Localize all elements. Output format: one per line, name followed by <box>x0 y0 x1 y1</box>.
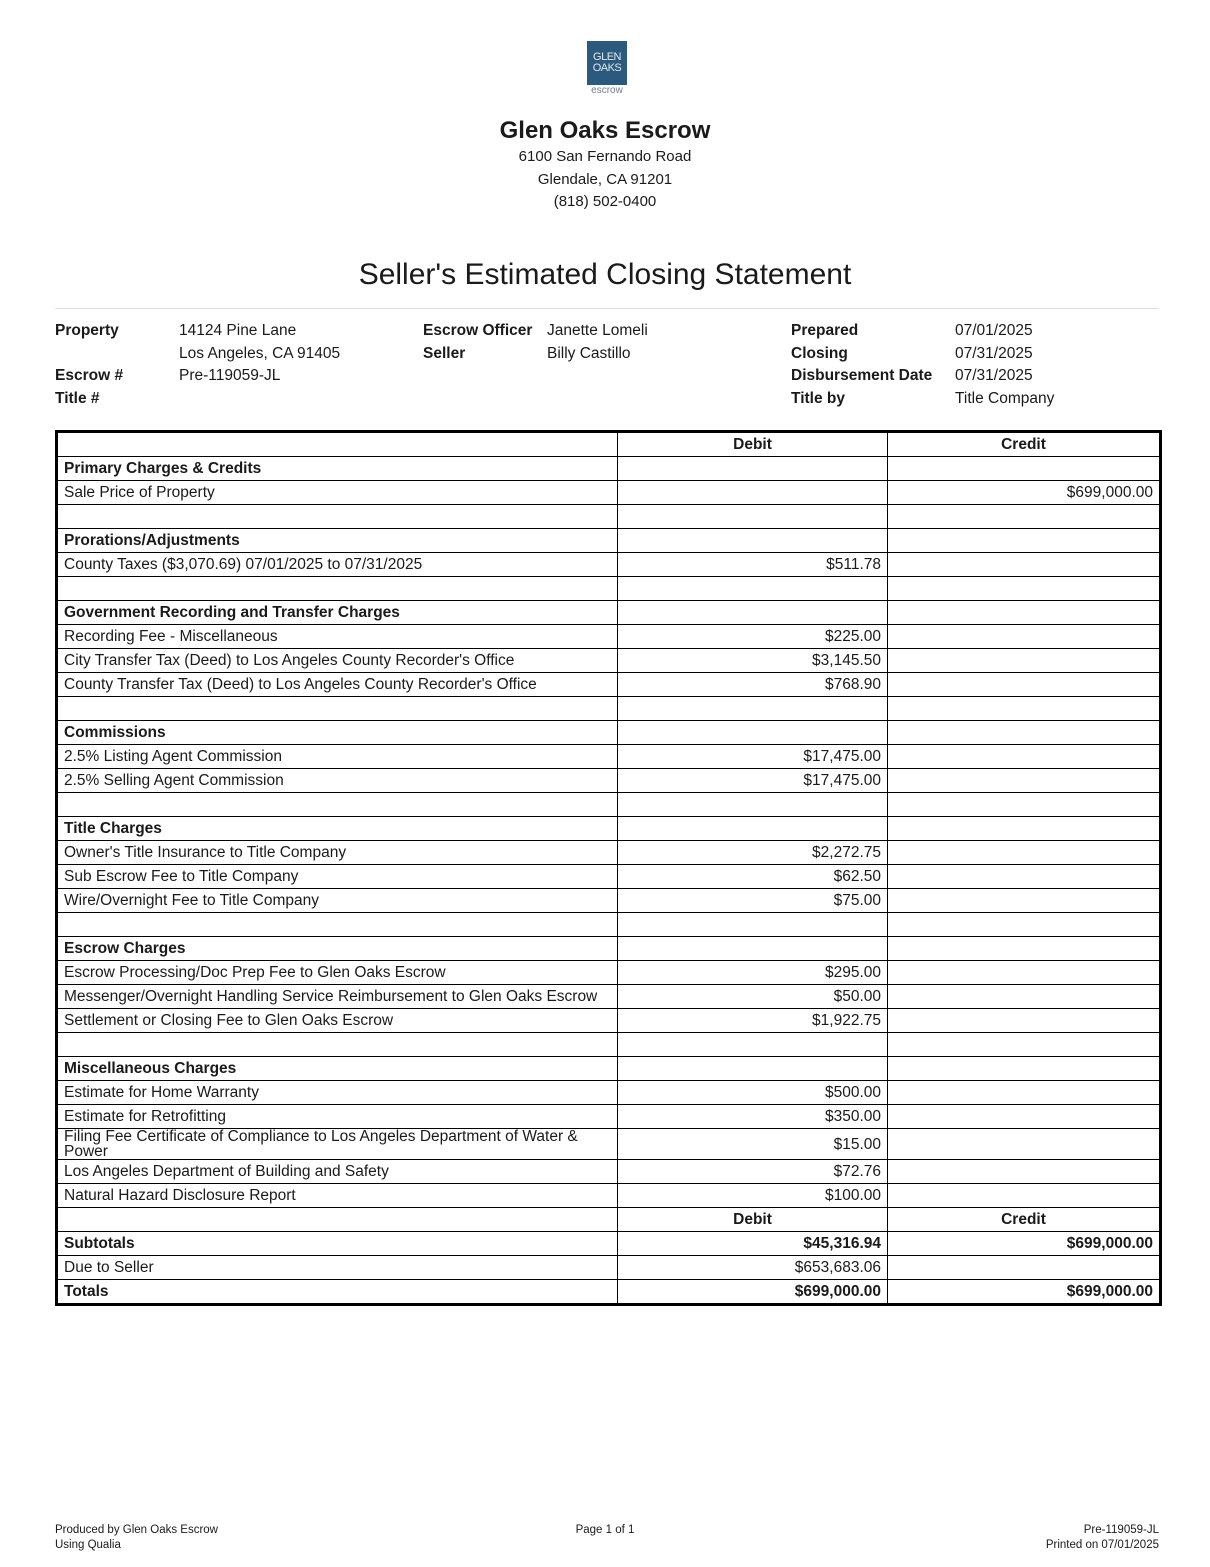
company-header <box>0 116 1210 214</box>
footer-using: Using Qualia <box>55 1539 121 1551</box>
prepared-label: Prepared <box>791 322 859 339</box>
debit-cell <box>618 697 888 721</box>
total-row <box>57 1280 1161 1305</box>
credit-amount <box>888 1256 1161 1280</box>
spacer-row <box>57 577 1161 601</box>
footer-page-number: Page 1 of 1 <box>575 1524 635 1536</box>
line-item-row <box>57 625 1161 649</box>
line-item-description: Sale Price of Property <box>57 481 618 505</box>
credit-cell <box>888 817 1161 841</box>
section-title: Title Charges <box>57 817 618 841</box>
credit-amount <box>888 745 1161 769</box>
line-item-row <box>57 649 1161 673</box>
section-title: Government Recording and Transfer Charges <box>57 601 618 625</box>
debit-cell <box>618 601 888 625</box>
debit-cell <box>618 721 888 745</box>
line-item-row <box>57 865 1161 889</box>
info-labels-col2 <box>423 320 532 365</box>
description-cell <box>57 913 618 937</box>
property-address-line1: 14124 Pine Lane <box>179 322 297 339</box>
title-divider <box>55 308 1159 309</box>
credit-amount <box>888 1184 1161 1208</box>
line-item-row <box>57 985 1161 1009</box>
credit-amount <box>888 1009 1161 1033</box>
logo-text-1: GLEN <box>593 51 621 63</box>
line-item-description: 2.5% Selling Agent Commission <box>57 769 618 793</box>
line-item-description: Sub Escrow Fee to Title Company <box>57 865 618 889</box>
credit-amount <box>888 865 1161 889</box>
line-item-row <box>57 1105 1161 1129</box>
credit-amount: $699,000.00 <box>888 481 1161 505</box>
company-name: Glen Oaks Escrow <box>499 117 711 144</box>
debit-cell <box>618 457 888 481</box>
section-header-row <box>57 817 1161 841</box>
description-cell <box>57 793 618 817</box>
debit-cell <box>618 505 888 529</box>
footer-printed-on: Printed on 07/01/2025 <box>1045 1539 1159 1551</box>
property-label: Property <box>55 322 119 339</box>
line-item-description: Estimate for Retrofitting <box>57 1105 618 1129</box>
document-title: Seller's Estimated Closing Statement <box>358 258 852 291</box>
disbursement-date-label: Disbursement Date <box>791 367 933 384</box>
line-item-description: Los Angeles Department of Building and Safety <box>57 1160 618 1184</box>
debit-cell <box>618 913 888 937</box>
line-item-description: Escrow Processing/Doc Prep Fee to Glen Oaks Escrow <box>57 961 618 985</box>
line-item-row <box>57 1184 1161 1208</box>
spacer-row <box>57 505 1161 529</box>
credit-amount <box>888 1081 1161 1105</box>
debit-amount: $17,475.00 <box>618 769 888 793</box>
debit-column-header: Debit <box>618 432 888 457</box>
title-by-label: Title by <box>791 389 845 407</box>
info-labels-col1 <box>55 320 123 410</box>
credit-cell <box>888 457 1161 481</box>
line-item-row <box>57 1009 1161 1033</box>
debit-amount: $225.00 <box>618 625 888 649</box>
description-cell <box>57 1033 618 1057</box>
line-item-description: Estimate for Home Warranty <box>57 1081 618 1105</box>
credit-cell <box>888 937 1161 961</box>
line-item-description: City Transfer Tax (Deed) to Los Angeles County Recorder's Office <box>57 649 618 673</box>
credit-cell <box>888 505 1161 529</box>
company-phone: (818) 502-0400 <box>553 193 657 210</box>
section-title: Escrow Charges <box>57 937 618 961</box>
credit-cell <box>888 721 1161 745</box>
debit-amount: $768.90 <box>618 673 888 697</box>
credit-cell <box>888 601 1161 625</box>
credit-amount <box>888 841 1161 865</box>
debit-amount: $100.00 <box>618 1184 888 1208</box>
credit-amount <box>888 985 1161 1009</box>
debit-cell <box>618 577 888 601</box>
total-row <box>57 1232 1161 1256</box>
debit-amount <box>618 481 888 505</box>
closing-value: 07/31/2025 <box>955 344 1033 362</box>
line-item-row <box>57 673 1161 697</box>
seller-value: Billy Castillo <box>547 344 631 362</box>
debit-amount: $45,316.94 <box>618 1232 888 1256</box>
line-item-description: Messenger/Overnight Handling Service Reimbursement to Glen Oaks Escrow <box>57 985 618 1009</box>
total-label: Subtotals <box>57 1232 618 1256</box>
summary-header-row <box>57 1208 1161 1232</box>
logo-text-2: OAKS <box>592 62 622 74</box>
escrow-number-value: Pre-119059-JL <box>179 367 281 384</box>
line-item-description: Due to Seller <box>57 1256 618 1280</box>
spacer-row <box>57 1033 1161 1057</box>
closing-label: Closing <box>791 344 848 362</box>
debit-amount: $653,683.06 <box>618 1256 888 1280</box>
company-address-line1: 6100 San Fernando Road <box>518 148 692 165</box>
line-item-description: Filing Fee Certificate of Compliance to Los Angeles Department of Water & Power <box>57 1129 618 1160</box>
escrow-officer-label: Escrow Officer <box>423 322 533 339</box>
line-item-description: Owner's Title Insurance to Title Company <box>57 841 618 865</box>
line-item-description: 2.5% Listing Agent Commission <box>57 745 618 769</box>
closing-statement-table <box>55 430 1162 1306</box>
summary-debit-header: Debit <box>618 1208 888 1232</box>
debit-amount: $350.00 <box>618 1105 888 1129</box>
credit-amount: $699,000.00 <box>888 1232 1161 1256</box>
line-item-row <box>57 769 1161 793</box>
debit-amount: $17,475.00 <box>618 745 888 769</box>
credit-amount <box>888 1160 1161 1184</box>
line-item-row <box>57 841 1161 865</box>
section-header-row <box>57 457 1161 481</box>
debit-cell <box>618 1033 888 1057</box>
section-title: Miscellaneous Charges <box>57 1057 618 1081</box>
spacer-row <box>57 793 1161 817</box>
line-item-row <box>57 1081 1161 1105</box>
debit-amount: $295.00 <box>618 961 888 985</box>
description-cell <box>57 1208 618 1232</box>
credit-column-header: Credit <box>888 432 1161 457</box>
description-cell <box>57 577 618 601</box>
section-title: Commissions <box>57 721 618 745</box>
disbursement-date-value: 07/31/2025 <box>955 367 1033 384</box>
debit-amount: $2,272.75 <box>618 841 888 865</box>
line-item-row <box>57 1129 1161 1160</box>
credit-cell <box>888 577 1161 601</box>
debit-amount: $511.78 <box>618 553 888 577</box>
debit-amount: $62.50 <box>618 865 888 889</box>
debit-amount: $75.00 <box>618 889 888 913</box>
debit-cell <box>618 1057 888 1081</box>
prepared-value: 07/01/2025 <box>955 322 1033 339</box>
escrow-number-label: Escrow # <box>55 367 124 384</box>
footer-right <box>1046 1523 1159 1553</box>
section-header-row <box>57 601 1161 625</box>
seller-label: Seller <box>423 344 466 362</box>
debit-amount: $50.00 <box>618 985 888 1009</box>
info-labels-col3 <box>791 320 932 410</box>
logo-mark <box>587 41 627 85</box>
company-logo <box>587 41 627 98</box>
credit-amount <box>888 673 1161 697</box>
line-item-row <box>57 553 1161 577</box>
debit-amount: $1,922.75 <box>618 1009 888 1033</box>
property-address-line2: Los Angeles, CA 91405 <box>179 344 341 362</box>
statement-rows <box>57 457 1161 1305</box>
debit-amount: $72.76 <box>618 1160 888 1184</box>
line-item-row <box>57 961 1161 985</box>
line-item-row <box>57 889 1161 913</box>
line-item-description: Settlement or Closing Fee to Glen Oaks Escrow <box>57 1009 618 1033</box>
line-item-row <box>57 481 1161 505</box>
line-item-description: County Taxes ($3,070.69) 07/01/2025 to 07/31/2025 <box>57 553 618 577</box>
section-header-row <box>57 721 1161 745</box>
credit-amount <box>888 553 1161 577</box>
line-item-description: County Transfer Tax (Deed) to Los Angeles County Recorder's Office <box>57 673 618 697</box>
credit-cell <box>888 697 1161 721</box>
credit-cell <box>888 793 1161 817</box>
credit-cell <box>888 529 1161 553</box>
section-title: Primary Charges & Credits <box>57 457 618 481</box>
footer-produced-by: Produced by Glen Oaks Escrow <box>55 1524 218 1536</box>
debit-amount: $699,000.00 <box>618 1280 888 1305</box>
debit-amount: $3,145.50 <box>618 649 888 673</box>
debit-cell <box>618 793 888 817</box>
line-item-row <box>57 1256 1161 1280</box>
section-header-row <box>57 529 1161 553</box>
credit-amount <box>888 961 1161 985</box>
table-header-row <box>57 432 1161 457</box>
credit-amount <box>888 1129 1161 1160</box>
info-values-col3 <box>955 320 1054 410</box>
title-by-value: Title Company <box>955 389 1055 407</box>
title-number-label: Title # <box>55 389 100 407</box>
spacer-row <box>57 697 1161 721</box>
credit-amount <box>888 769 1161 793</box>
credit-amount <box>888 1105 1161 1129</box>
debit-amount: $500.00 <box>618 1081 888 1105</box>
escrow-officer-value: Janette Lomeli <box>547 322 648 339</box>
summary-credit-header: Credit <box>888 1208 1161 1232</box>
line-item-description: Recording Fee - Miscellaneous <box>57 625 618 649</box>
line-item-description: Wire/Overnight Fee to Title Company <box>57 889 618 913</box>
debit-cell <box>618 529 888 553</box>
credit-amount <box>888 889 1161 913</box>
logo-text-3: escrow <box>591 85 623 96</box>
section-header-row <box>57 937 1161 961</box>
debit-cell <box>618 817 888 841</box>
footer-center <box>0 1523 1210 1538</box>
section-title: Prorations/Adjustments <box>57 529 618 553</box>
info-values-col2 <box>547 320 648 365</box>
info-values-col1 <box>179 320 340 388</box>
credit-amount <box>888 625 1161 649</box>
header-description-cell <box>57 432 618 457</box>
company-address-line2: Glendale, CA 91201 <box>537 170 673 188</box>
line-item-row <box>57 1160 1161 1184</box>
description-cell <box>57 505 618 529</box>
credit-amount: $699,000.00 <box>888 1280 1161 1305</box>
debit-amount: $15.00 <box>618 1129 888 1160</box>
description-cell <box>57 697 618 721</box>
credit-cell <box>888 1033 1161 1057</box>
line-item-row <box>57 745 1161 769</box>
spacer-row <box>57 913 1161 937</box>
credit-cell <box>888 1057 1161 1081</box>
total-label: Totals <box>57 1280 618 1305</box>
credit-cell <box>888 913 1161 937</box>
credit-amount <box>888 649 1161 673</box>
section-header-row <box>57 1057 1161 1081</box>
footer-escrow-number: Pre-119059-JL <box>1083 1524 1159 1536</box>
debit-cell <box>618 937 888 961</box>
line-item-description: Natural Hazard Disclosure Report <box>57 1184 618 1208</box>
